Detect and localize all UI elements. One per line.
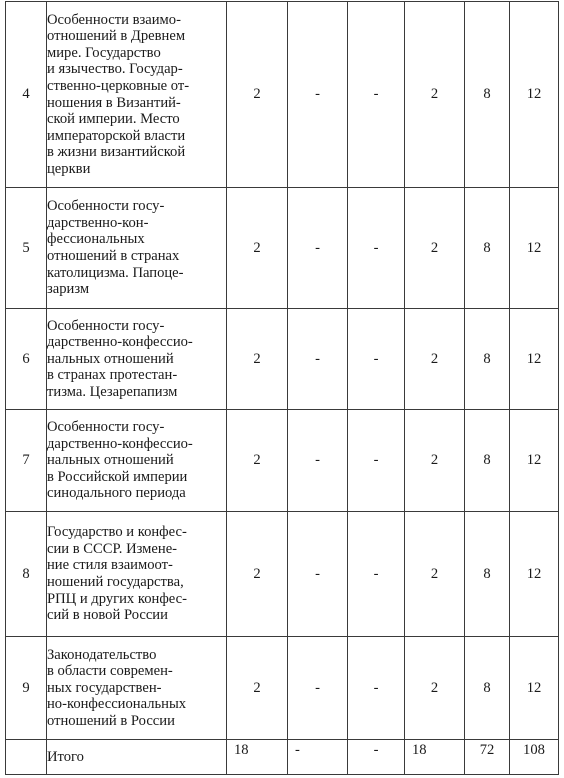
table-row [6, 410, 559, 512]
row-number: 7 [6, 410, 47, 512]
row-number: 8 [6, 512, 47, 637]
table-row [6, 637, 559, 740]
topic-line: Государство и конфес- [47, 524, 187, 541]
topic-line: католицизма. Папоце- [47, 264, 184, 281]
table-row [6, 309, 559, 410]
value-cell: - [288, 2, 348, 188]
row-number: 4 [6, 2, 47, 188]
topic-line: заризм [47, 281, 90, 298]
topic-line: дарственно-конфессио- [47, 334, 193, 351]
total-label: Итого [47, 740, 227, 775]
value-cell: - [348, 512, 405, 637]
topic-line: сий в новой России [47, 607, 168, 624]
value-cell: 12 [510, 309, 559, 410]
topic-line: Законодательство [47, 646, 157, 663]
topic-line: тизма. Цезарепапизм [47, 383, 178, 400]
topic-line: ношения в Византий- [47, 94, 181, 111]
topic-cell [47, 309, 227, 410]
topic-line: но-конфессиональных [47, 696, 187, 713]
topic-line: ных государствен- [47, 679, 162, 696]
total-value-cell: 108 [510, 740, 559, 775]
value-cell: 8 [465, 637, 510, 740]
topic-cell [47, 512, 227, 637]
row-number: 5 [6, 188, 47, 309]
table-body [6, 2, 559, 775]
value-cell: 12 [510, 410, 559, 512]
topic-line: нальных отношений [47, 452, 174, 469]
value-cell: 2 [405, 309, 465, 410]
value-cell: 12 [510, 512, 559, 637]
table-row [6, 188, 559, 309]
value-cell: 12 [510, 637, 559, 740]
value-cell: 12 [510, 2, 559, 188]
topic-line: Особенности взаимо- [47, 11, 181, 28]
value-cell: 2 [405, 637, 465, 740]
value-cell: 2 [227, 309, 288, 410]
topic-line: Особенности госу- [47, 419, 165, 436]
value-cell: 2 [405, 188, 465, 309]
topic-line: отношений в странах [47, 248, 180, 264]
value-cell: - [348, 309, 405, 410]
topic-line: в области современ- [47, 663, 173, 680]
topic-line: синодального периода [47, 485, 186, 502]
topic-line: нальных отношений [47, 350, 174, 367]
value-cell: 2 [227, 188, 288, 309]
value-cell: - [348, 2, 405, 188]
value-cell: 8 [465, 309, 510, 410]
topic-line: императорской власти [47, 127, 186, 144]
value-cell: 2 [405, 2, 465, 188]
row-number: 9 [6, 637, 47, 740]
topic-line: ственно-церковные от- [47, 77, 190, 94]
topic-line: мире. Государство [47, 44, 161, 61]
value-cell: 8 [465, 2, 510, 188]
topic-cell [47, 188, 227, 309]
value-cell: - [348, 188, 405, 309]
table-row [6, 512, 559, 637]
value-cell: - [288, 309, 348, 410]
value-cell: 2 [405, 410, 465, 512]
value-cell: 12 [510, 188, 559, 309]
row-number: 6 [6, 309, 47, 410]
value-cell: 2 [227, 512, 288, 637]
total-row-number [6, 740, 47, 775]
value-cell: - [348, 637, 405, 740]
topic-cell [47, 410, 227, 512]
total-value-cell: 72 [465, 740, 510, 775]
topic-line: в странах протестан- [47, 367, 178, 384]
value-cell: 8 [465, 410, 510, 512]
table-row [6, 2, 559, 188]
value-cell: 2 [227, 2, 288, 188]
total-value-cell: 18 [227, 740, 288, 775]
topic-line: ние стиля взаимоот- [47, 557, 173, 574]
value-cell: 2 [227, 637, 288, 740]
value-cell: - [288, 512, 348, 637]
topic-line: Особенности госу- [47, 198, 165, 215]
value-cell: 8 [465, 512, 510, 637]
curriculum-table [5, 1, 559, 775]
topic-line: ской империи. Место [47, 111, 180, 128]
value-cell: - [348, 410, 405, 512]
topic-line: дарственно-конфессио- [47, 435, 193, 452]
total-row [6, 740, 559, 775]
value-cell: - [288, 188, 348, 309]
total-value-cell: - [288, 740, 348, 775]
topic-cell [47, 2, 227, 188]
total-value-cell: 18 [405, 740, 465, 775]
topic-line: Особенности госу- [47, 317, 165, 334]
value-cell: - [288, 637, 348, 740]
topic-line: в Российской империи [47, 468, 188, 485]
value-cell: 2 [227, 410, 288, 512]
topic-line: дарственно-кон- [47, 214, 149, 231]
topic-line: отношений в Древнем [47, 28, 186, 45]
topic-line: РПЦ и других конфес- [47, 590, 187, 607]
total-value-cell: - [348, 740, 405, 775]
topic-line: отношений в России [47, 712, 175, 729]
topic-line: церкви [47, 160, 91, 177]
topic-line: в жизни византийской [47, 144, 186, 161]
topic-cell [47, 637, 227, 740]
value-cell: - [288, 410, 348, 512]
topic-line: сии в СССР. Измене- [47, 540, 178, 557]
topic-line: фессиональных [47, 231, 145, 248]
topic-line: и язычество. Государ- [47, 61, 183, 78]
value-cell: 2 [405, 512, 465, 637]
value-cell: 8 [465, 188, 510, 309]
topic-line: ношений государства, [47, 574, 184, 590]
